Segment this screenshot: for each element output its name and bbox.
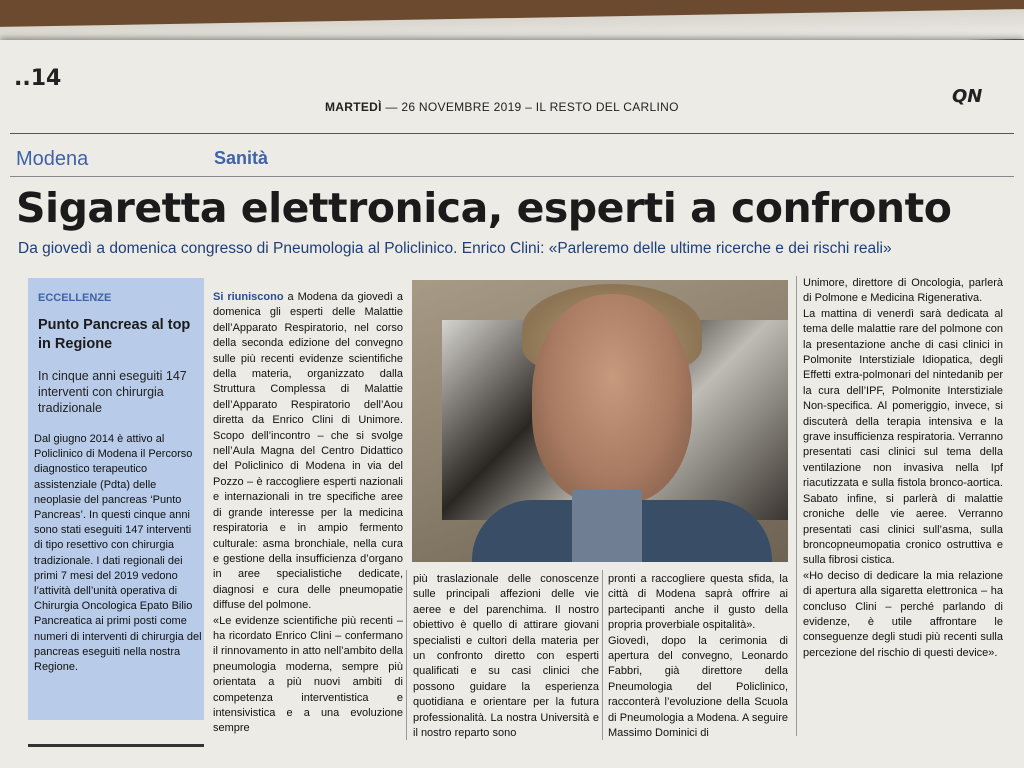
col4-text: Unimore, direttore di Oncologia, parlerà di Polmone e Medicina Rigenerativa. <box>803 277 1003 305</box>
qn-logo: QN <box>952 86 983 107</box>
sidebar-kicker: ECCELLENZE <box>38 292 112 304</box>
sidebar-box <box>28 278 204 720</box>
article-column-2 <box>413 572 599 741</box>
col3-text: pronti a raccogliere questa sfida, la città di Modena saprà offrire ai partecipanti anche il gusto della propria proverbiale ospitalità». <box>608 573 788 632</box>
sidebar-lead: In cinque anni eseguiti 147 interventi con chirurgia tradizionale <box>38 369 187 415</box>
section-rule <box>10 176 1014 177</box>
date-rest: — 26 NOVEMBRE 2019 – IL RESTO DEL CARLINO <box>385 100 679 114</box>
dateline <box>325 100 679 114</box>
col4b-text: La mattina di venerdì sarà dedicata al tema delle malattie rare del polmone con la presentazione anche di casi clinici in Polmonite Interstiziale Idiopatica, degli Effetti extra-polmonari del nintedanib per la cura dell’IPF, Polmonite Interstiziale Non-specifica. Al pomeriggio, invece, si discuterà della terapia intensiva e la grave insufficienza respiratoria. Verranno presentati casi clinici sul tema della ventilazione non invasiva nella Ipf riacutizzata e sulla fistola bronco-aortica. Sabato infine, si parlerà di malattie croniche delle vie aeree. Verranno presentati casi clinici sull’asma, sulla broncopneumopatia cronico ostruttiva e sulla fibrosi cistica. <box>803 307 1003 567</box>
col1-quote: «Le evidenze scientifiche più recenti – ha ricordato Enrico Clini – confermano il rinnovamento in atto nell’ambito della pneumologia moderna, sempre più orientata a più nuovi ambiti di competenza interventistica e intensivistica e a una evoluzione sempre <box>213 614 403 735</box>
sidebar-bottom-rule <box>28 744 204 747</box>
lead-word: Si riuniscono <box>213 291 284 303</box>
portrait-photo <box>412 280 788 562</box>
sidebar-body <box>34 432 202 675</box>
col1-text: a Modena da giovedì a domenica gli esperti delle Malattie dell’Apparato Respiratorio, nel corso della seconda edizione del convegno sulle più recenti evidenze scientifiche della materia, organizzato dalla Struttura Complessa di Malattie dell’Apparato Respiratorio dell’Aou diretta da Enrico Clini di Unimore. Scopo dell’incontro – che si svolge nell’Aula Magna del Centro Didattico del Policlinico di Modena in via del Pozzo – è raccogliere esperti nazionali e internazionali in tre specifiche aree di grande interesse per la medicina respiratoria e in ampio fermento culturale: asma bronchiale, nella cura e gestione della insufficienza d’organo in aree specialistiche dedicate, diagnosi e cura delle pneumopatie diffuse del polmone. <box>213 291 403 612</box>
column-divider <box>796 276 797 736</box>
section-city: Modena <box>16 148 89 170</box>
article-column-4 <box>803 276 1003 661</box>
page-number: ..14 <box>14 66 62 91</box>
col4c-text: «Ho deciso di dedicare la mia relazione di apertura alla sigaretta elettronica – ha concluso Clini – perché parlando di evidenze, è utile affrontare le conseguenze degli studi più recenti sulla percezione del rischio di questi device». <box>803 569 1003 659</box>
col2-text: più traslazionale delle conoscenze sulle principali affezioni delle vie aeree e del parenchima. Il nostro obiettivo è quello di attirare giovani specialisti e cultori della materia per un confronto diretto con esperti qualificati e su casi clinici che possono guidare la esperienza quotidiana e orientare per la futura professionalità. La nostra Università e il nostro reparto sono <box>413 573 599 740</box>
column-divider <box>602 570 603 740</box>
section-topic: Sanità <box>214 148 269 168</box>
subhead: Da giovedì a domenica congresso di Pneumologia al Policlinico. Enrico Clini: «Parleremo delle ultime ricerche e dei rischi reali» <box>18 240 892 257</box>
article-column-1 <box>213 290 403 737</box>
column-divider <box>406 570 407 740</box>
photo-shirt <box>572 490 642 562</box>
col3b-text: Giovedì, dopo la cerimonia di apertura del convegno, Leonardo Fabbri, già direttore della Pneumologia del Policlinico, racconterà l’evoluzione della Scuola di Pneumologia a Modena. A seguire Massimo Dominici di <box>608 634 788 740</box>
date-day: MARTEDÌ <box>325 100 382 114</box>
photo-face <box>532 294 692 504</box>
article-column-3 <box>608 572 788 741</box>
top-rule <box>10 133 1014 134</box>
sidebar-body-text: Dal giugno 2014 è attivo al Policlinico di Modena il Percorso diagnostico terapeutico assistenziale (Pdta) delle neoplasie del pancreas ‘Punto Pancreas’. In questi cinque anni sono stati eseguiti 147 interventi di tipo resettivo con chirurgia tradizionale. I dati regionali dei primi 7 mesi del 2019 vedono l’attività dell’unità operativa di Chirurgia Oncologica Epato Bilio Pancreatica ai primi posti come numeri di interventi di chirurgia del pancreas eseguiti nella nostra Regione. <box>34 433 202 674</box>
sidebar-title: Punto Pancreas al top in Regione <box>38 317 191 352</box>
headline: Sigaretta elettronica, esperti a confronto <box>16 184 952 232</box>
